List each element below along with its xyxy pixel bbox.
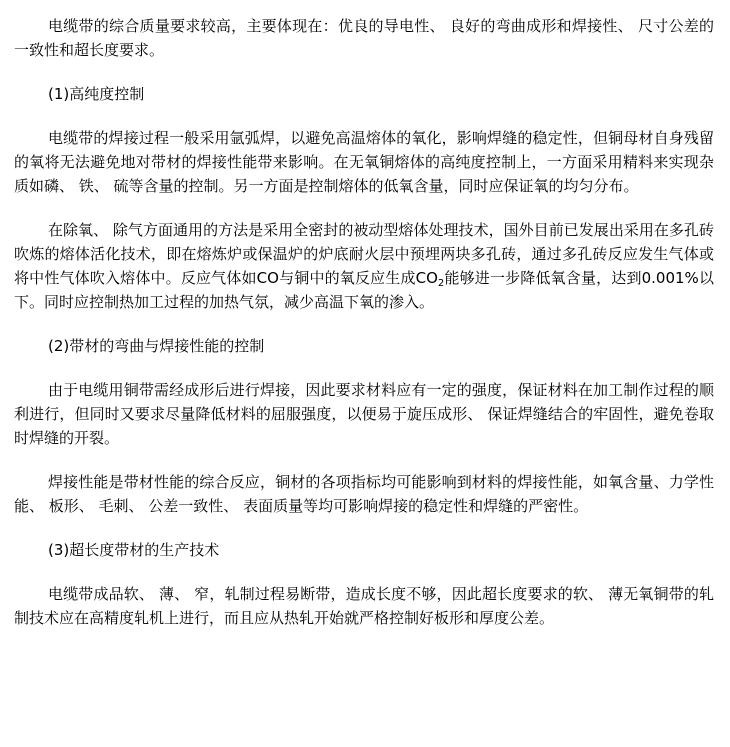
co2-subscript: 2 bbox=[437, 278, 445, 289]
purity-paragraph-1: 电缆带的焊接过程一般采用氩弧焊，以避免高温熔体的氧化，影响焊缝的稳定性，但铜母材自身残留的氧将无法避免地对带材的焊接性能带来影响。在无氧铜熔体的高纯度控制上，一方面采用精料来实现杂质如磷、 铁、 硫等含量的控制。另一方面是控制熔体的低氧含量，同时应保证氧的均匀分布。 bbox=[14, 129, 714, 195]
intro-paragraph: 电缆带的综合质量要求较高，主要体现在：优良的导电性、 良好的弯曲成形和焊接性、 尺寸公差的一致性和超长度要求。 bbox=[14, 17, 714, 59]
extra-length-paragraph: 电缆带成品软、 薄、 窄，轧制过程易断带，造成长度不够，因此超长度要求的软、 薄无氧铜带的轧制技术应在高精度轧机上进行，而且应从热轧开始就严格控制好板形和厚度公差。 bbox=[14, 585, 714, 627]
section-heading-purity: (1)高纯度控制 bbox=[48, 85, 145, 103]
section-heading-bending-welding: (2)带材的弯曲与焊接性能的控制 bbox=[48, 337, 265, 355]
purity-paragraph-2-text-a: 在除氧、 除气方面通用的方法是采用全密封的被动型熔体处理技术，国外目前已发展出采用在多孔砖吹炼的熔体活化技术，即在熔炼炉或保温炉的炉底耐火层中预埋两块多孔砖，通过多孔砖反应发生气体或将中性气体吹入熔体中。反应气体如CO与铜中的氧反应生成CO bbox=[14, 221, 714, 287]
section-heading-extra-length: (3)超长度带材的生产技术 bbox=[48, 541, 220, 559]
purity-paragraph-2 bbox=[14, 218, 714, 314]
bending-welding-paragraph-2: 焊接性能是带材性能的综合反应，铜材的各项指标均可能影响到材料的焊接性能，如氧含量、力学性能、 板形、 毛刺、 公差一致性、 表面质量等均可影响焊接的稳定性和焊缝的严密性。 bbox=[14, 473, 714, 515]
document-body bbox=[14, 14, 714, 630]
purity-paragraph-2-text-b: 能够进一步降低氧含量，达到0.001%以下。同时应控制热加工过程的加热气氛，减少高温下氧的渗入。 bbox=[14, 269, 714, 311]
bending-welding-paragraph-1: 由于电缆用铜带需经成形后进行焊接，因此要求材料应有一定的强度，保证材料在加工制作过程的顺利进行，但同时又要求尽量降低材料的屈服强度，以便易于旋压成形、 保证焊缝结合的牢固性，避免卷取时焊缝的开裂。 bbox=[14, 381, 714, 447]
